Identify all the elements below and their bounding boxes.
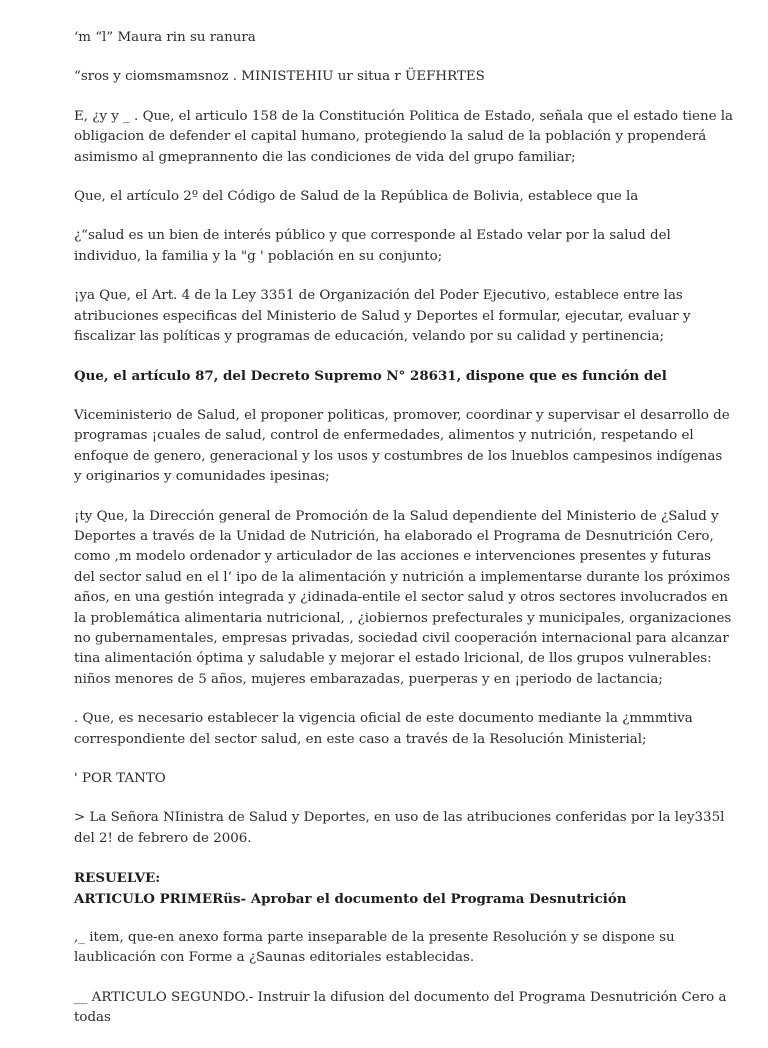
articulo-segundo: __ ARTICULO SEGUNDO.- Instruir la difusion del documento del Programa Desnutrición Cero a todas [74, 989, 727, 1026]
header-line-2: “sros y ciomsmamsnoz . MINISTEHIU ur situa r ÜEFHRTES [74, 69, 485, 85]
por-tanto: ' POR TANTO [74, 770, 166, 786]
considerando-codigo-salud: Que, el artículo 2º del Código de Salud de la República de Bolivia, establece que la [74, 189, 639, 205]
considerando-programa-desnutricion: ¡ty Que, la Dirección general de Promoción de la Salud dependiente del Ministerio de ¿Salud y Deportes a través de la Unidad de Nutrición, ha elaborado el Programa de Desnutrición Cero, como ,m modelo ordenador y articulador de las acciones e intervenciones presentes y futuras del sector salud en el l‘ ipo de la alimentación y nutrición a implementarse durante los próximos años, en una gestión integrada y ¿idinada-entile el sector salud y otros sectores involucrados en la problemática alimentaria nutricional, , ¿iobiernos prefecturales y municipales, organizaciones no gubernamentales, empresas privadas, sociedad civil cooperación internacional para alcanzar tina alimentación óptima y saludable y mejorar el estado lricional, de llos grupos vulnerables: niños menores de 5 años, mujeres embarazadas, puerperas y en ¡periodo de lactancia; [74, 508, 732, 687]
articulo-primero: ARTICULO PRIMERüs- Aprobar el documento del Programa Desnutrición [74, 890, 627, 907]
resuelve-heading: RESUELVE: [74, 870, 161, 887]
considerando-decreto-supremo: Que, el artículo 87, del Decreto Supremo N° 28631, dispone que es función del [74, 368, 667, 385]
considerando-viceministerio: Viceministerio de Salud, el proponer politicas, promover, coordinar y supervisar el desarrollo de programas ¡cuales de salud, control de enfermedades, alimentos y nutrición, respetando el enfoque de genero, generacional y los usos y costumbres de los lnueblos campesinos indígenas y originarios y comunidades ipesinas; [74, 407, 730, 485]
considerando-ley-3351: ¡ya Que, el Art. 4 de la Ley 3351 de Organización del Poder Ejecutivo, establece entre las atribuciones especificas del Ministerio de Salud y Deportes el formular, ejecutar, evaluar y fiscalizar las políticas y programas de educación, velando por su calidad y pertinencia; [74, 288, 691, 345]
anexo-publicacion: ,_ item, que-en anexo forma parte inseparable de la presente Resolución y se dispone su laublicación con Forme a ¿Saunas editoriales establecidas. [74, 930, 675, 966]
ministra-atribuciones: > La Señora NIinistra de Salud y Deportes, en uso de las atribuciones conferidas por la ley335l del 2! de febrero de 2006. [74, 810, 725, 846]
considerando-constitucion: E, ¿y y _ . Que, el articulo 158 de la Constitución Politica de Estado, señala que el estado tiene la obligacion de defender el capital humano, protegiendo la salud de la población y propenderá asimismo al gmeprannento die las condiciones de vida del grupo familiar; [74, 108, 734, 165]
document-body [74, 28, 734, 1048]
considerando-salud-bien-publico: ¿“salud es un bien de interés público y que corresponde al Estado velar por la salud del individuo, la familia y la "g ' población en su conjunto; [74, 228, 671, 264]
considerando-vigencia: . Que, es necesario establecer la vigencia oficial de este documento mediante la ¿mmmtiva correspondiente del sector salud, en este caso a través de la Resolución Ministerial; [74, 711, 693, 747]
header-line-1: ‘m “l” Maura rin su ranura [74, 30, 256, 45]
